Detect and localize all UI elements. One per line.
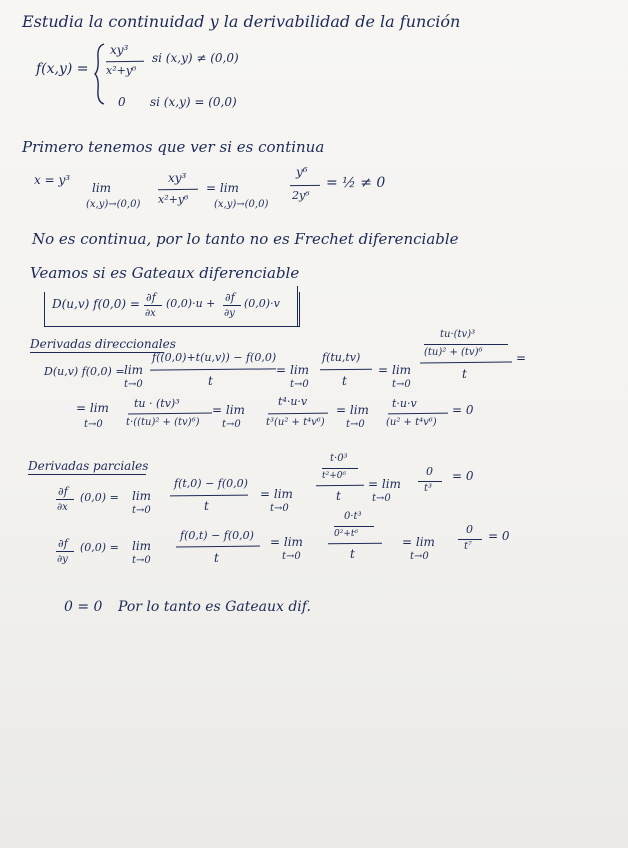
- partial-x-f2-den: t: [336, 489, 341, 503]
- partial-x-lim-sub: t→0: [132, 505, 151, 516]
- partial-y-lim-sub: t→0: [132, 555, 151, 566]
- gateaux-heading: Veamos si es Gateaux diferenciable: [30, 264, 300, 282]
- partial-x-f1-den: t: [204, 499, 209, 513]
- directional-r2-lim: = lim: [76, 401, 109, 415]
- continuity-frac1-den: x²+y⁶: [158, 193, 189, 206]
- partial-x-eq-sub: t→0: [270, 503, 289, 514]
- directional-result: = 0: [452, 403, 474, 417]
- directional-f3-topnum: tu·(tv)³: [440, 329, 476, 340]
- partial-x-f2-topnum: t·0³: [330, 453, 348, 464]
- partial-y-f1-bar: [176, 546, 260, 548]
- directional-f1-num: f((0,0)+t(u,v)) − f(0,0): [152, 351, 277, 364]
- partial-y-num: ∂f: [58, 537, 68, 550]
- directional-heading: Derivadas direccionales: [30, 337, 176, 351]
- continuity-frac2-num: y⁶: [296, 165, 308, 179]
- directional-lim3: lim: [392, 363, 412, 377]
- piecewise-brace: [94, 42, 106, 106]
- partial-x-f3-den: t³: [424, 483, 433, 494]
- partial-y-f3-den: t⁷: [464, 541, 473, 552]
- partial-x-eq2-sub: t→0: [372, 493, 391, 504]
- case1-fraction-bar: [106, 61, 144, 63]
- directional-eq3: =: [516, 351, 527, 365]
- partial-y-f2-bar: [328, 543, 382, 545]
- partial-y-eq2-sub: t→0: [410, 551, 429, 562]
- partials-heading-underline: [28, 474, 146, 475]
- partial-x-f2-bar: [316, 485, 364, 487]
- partial-y-f1-num: f(0,t) − f(0,0): [180, 529, 254, 542]
- gateaux-formula-lhs: D(u,v) f(0,0) =: [52, 297, 140, 311]
- directional-f2-den: t: [342, 374, 347, 388]
- directional-g3-bar: [388, 413, 448, 415]
- partial-x-f1-num: f(t,0) − f(0,0): [174, 477, 248, 490]
- directional-heading-underline: [30, 352, 164, 353]
- partial-y-at: (0,0) =: [80, 541, 119, 554]
- partial-y-eq2: = lim: [402, 535, 435, 549]
- partial-y-bar: [56, 551, 74, 552]
- partials-heading: Derivadas parciales: [28, 459, 149, 473]
- directional-lim3-sub: t→0: [392, 379, 411, 390]
- partial-x-bar: [56, 499, 74, 500]
- directional-r2-sub: t→0: [84, 419, 103, 430]
- directional-f1-bar: [150, 368, 276, 371]
- partial-x-f2-inner-bar: [322, 468, 358, 469]
- continuity-substitution: x = y³: [34, 173, 71, 187]
- partial-y-f3-bar: [458, 539, 482, 540]
- continuity-lim1-subscript: (x,y)→(0,0): [86, 199, 141, 210]
- gateaux-dfdy-num: ∂f: [225, 291, 235, 304]
- directional-g1-num: tu · (tv)³: [134, 397, 180, 410]
- continuity-result: = ½ ≠ 0: [326, 175, 386, 191]
- partial-y-eq-sub: t→0: [282, 551, 301, 562]
- continuity-conclusion: No es continua, por lo tanto no es Frechet diferenciable: [32, 230, 459, 248]
- directional-eq2: =: [378, 363, 389, 377]
- continuity-lim2-subscript: (x,y)→(0,0): [214, 199, 269, 210]
- partial-y-result: = 0: [488, 529, 510, 543]
- continuity-heading: Primero tenemos que ver si es continua: [22, 138, 325, 156]
- partial-y-f2-topden: 0²+t⁶: [334, 529, 359, 539]
- continuity-lim1: lim: [92, 181, 112, 195]
- directional-f3-bar: [420, 362, 512, 364]
- partial-y-f2-den: t: [350, 547, 355, 561]
- function-lhs: f(x,y) =: [36, 61, 89, 77]
- case1-denominator: x²+y⁶: [106, 64, 137, 77]
- partial-x-f3-bar: [418, 481, 442, 482]
- directional-eq4-sub: t→0: [222, 419, 241, 430]
- case1-numerator: xy³: [110, 43, 129, 57]
- continuity-frac2-den: 2y⁶: [292, 189, 310, 202]
- partial-y-lim: lim: [132, 539, 152, 553]
- directional-g1-den: t·((tu)² + (tv)⁶): [126, 417, 200, 428]
- gateaux-dfdy-bar: [223, 305, 241, 306]
- directional-g3-den: (u² + t⁴v⁶): [386, 417, 437, 428]
- gateaux-dfdx-bar: [144, 305, 162, 306]
- partial-y-f2-topnum: 0·t³: [344, 511, 362, 522]
- partial-y-den: ∂y: [57, 554, 68, 565]
- directional-g3-num: t·u·v: [392, 397, 417, 410]
- directional-f2-num: f(tu,tv): [322, 351, 361, 364]
- directional-g2-den: t³(u² + t⁴v⁶): [266, 417, 325, 428]
- case2-condition: si (x,y) = (0,0): [150, 95, 237, 109]
- partial-x-eq: = lim: [260, 487, 293, 501]
- partial-y-eq: = lim: [270, 535, 303, 549]
- gateaux-tail: (0,0)·v: [244, 297, 280, 310]
- directional-f3-topden: (tu)² + (tv)⁶: [424, 347, 483, 358]
- partial-y-f1-den: t: [214, 551, 219, 565]
- final-conclusion: Por lo tanto es Gateaux dif.: [118, 599, 311, 615]
- partial-x-f2-topden: t²+0⁶: [322, 471, 347, 481]
- directional-eq5-sub: t→0: [346, 419, 365, 430]
- directional-lhs: D(u,v) f(0,0) =: [44, 365, 125, 378]
- partial-x-num: ∂f: [58, 485, 68, 498]
- partial-y-f3-num: 0: [466, 523, 473, 536]
- continuity-eq1: = lim: [206, 181, 239, 195]
- gateaux-dfdy-den: ∂y: [224, 308, 235, 319]
- partial-x-at: (0,0) =: [80, 491, 119, 504]
- directional-g1-bar: [128, 413, 212, 415]
- continuity-frac1-bar: [158, 189, 198, 191]
- continuity-frac2-bar: [290, 185, 320, 187]
- directional-f1-den: t: [208, 374, 213, 388]
- gateaux-dfdx-den: ∂x: [145, 308, 156, 319]
- partial-x-f3-num: 0: [426, 465, 433, 478]
- directional-lim-sub: t→0: [124, 379, 143, 390]
- continuity-frac1-num: xy³: [168, 171, 187, 185]
- gateaux-box-right: [297, 286, 298, 326]
- directional-lim2-sub: t→0: [290, 379, 309, 390]
- final-equality: 0 = 0: [64, 599, 103, 615]
- directional-eq1: =: [276, 363, 287, 377]
- directional-eq5: = lim: [336, 403, 369, 417]
- directional-g2-bar: [268, 413, 328, 415]
- partial-x-result: = 0: [452, 469, 474, 483]
- case2-value: 0: [118, 95, 126, 109]
- partial-x-f1-bar: [170, 495, 248, 497]
- problem-title: Estudia la continuidad y la derivabilidad de la función: [22, 12, 461, 31]
- gateaux-dfdx-num: ∂f: [146, 291, 156, 304]
- partial-x-eq2: = lim: [368, 477, 401, 491]
- gateaux-mid: (0,0)·u +: [166, 297, 216, 310]
- directional-eq4: = lim: [212, 403, 245, 417]
- directional-f3-den: t: [462, 367, 467, 381]
- directional-g2-num: t⁴·u·v: [278, 395, 308, 408]
- directional-f3-inner-bar: [424, 344, 508, 345]
- directional-lim: lim: [124, 363, 144, 377]
- partial-x-den: ∂x: [57, 502, 68, 513]
- directional-lim2: lim: [290, 363, 310, 377]
- case1-condition: si (x,y) ≠ (0,0): [152, 51, 239, 65]
- directional-f2-bar: [320, 369, 372, 371]
- partial-x-lim: lim: [132, 489, 152, 503]
- partial-y-f2-inner-bar: [334, 526, 374, 527]
